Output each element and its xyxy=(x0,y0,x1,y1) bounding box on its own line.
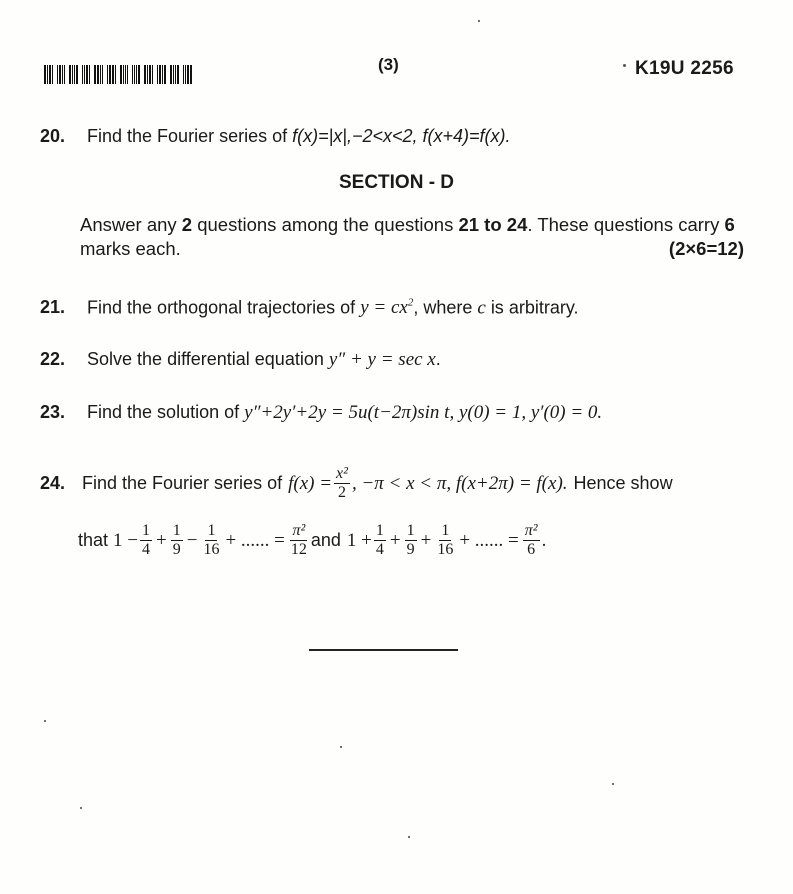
question-text: is arbitrary. xyxy=(490,297,579,318)
operator: + ...... = xyxy=(459,529,519,551)
question-text: Find the Fourier series of xyxy=(82,473,283,493)
question-math: y″ + y = sec x xyxy=(328,349,436,370)
barcode-group xyxy=(94,65,103,84)
question-math: y″+2y′+2y = 5u(t−2π)sin t, y(0) = 1, y′(0) = 0. xyxy=(244,402,603,423)
math-expr: y = cx xyxy=(360,297,408,319)
question-text: , where xyxy=(413,297,473,318)
page-number: (3) xyxy=(378,55,399,74)
fraction xyxy=(374,522,386,559)
question-number: 20. xyxy=(40,126,66,146)
paper-code xyxy=(635,58,734,80)
question-24-series xyxy=(78,522,546,559)
fraction-denominator: 16 xyxy=(437,541,454,558)
question-text: Solve the differential equation xyxy=(87,349,324,369)
fraction-numerator: x² xyxy=(336,465,348,482)
question-23 xyxy=(40,402,602,424)
series-1-result xyxy=(289,522,309,559)
barcode-group xyxy=(132,65,140,84)
operator: + ...... = xyxy=(225,529,285,551)
question-text: Find the orthogonal trajectories of xyxy=(87,297,356,318)
instruction-text: questions among the questions xyxy=(192,214,459,235)
question-number: 24. xyxy=(40,473,66,493)
fraction-denominator: 9 xyxy=(172,541,181,558)
fraction-denominator: 6 xyxy=(527,541,536,558)
question-math: f(x)=|x|,−2<x<2, f(x+4)=f(x). xyxy=(292,126,511,146)
barcode-group xyxy=(107,65,116,84)
barcode-group xyxy=(120,65,128,84)
fraction-numerator: 1 xyxy=(172,522,181,539)
fraction-numerator: 1 xyxy=(375,522,384,539)
question-text: Find the Fourier series of xyxy=(87,126,288,146)
question-number: 23. xyxy=(40,402,66,422)
series-1 xyxy=(138,522,287,559)
instruction-text: marks each. xyxy=(80,238,181,259)
math-exponent: 2 xyxy=(407,297,414,309)
fraction-x2-over-2 xyxy=(334,465,350,502)
period: . xyxy=(541,529,547,551)
question-text: that xyxy=(78,530,109,550)
fraction-numerator: π² xyxy=(292,522,306,539)
period: . xyxy=(435,349,441,369)
fraction xyxy=(140,522,152,559)
series-lead: 1 + xyxy=(346,529,372,551)
speck xyxy=(408,836,410,838)
question-24 xyxy=(40,465,673,502)
barcode-group xyxy=(157,65,166,84)
question-math xyxy=(360,297,413,318)
barcode-group xyxy=(44,65,53,84)
fraction-denominator: 9 xyxy=(406,541,415,558)
question-21 xyxy=(40,297,579,319)
fraction xyxy=(435,522,455,559)
speck xyxy=(478,20,480,22)
fraction-numerator: 1 xyxy=(406,522,415,539)
question-text: Hence show xyxy=(573,473,673,493)
fraction-numerator: π² xyxy=(524,522,538,539)
fraction xyxy=(405,522,417,559)
fraction-numerator: 1 xyxy=(142,522,150,539)
paper-code-text: K19U 2256 xyxy=(635,58,734,79)
fraction-numerator: 1 xyxy=(441,522,450,539)
math-var: c xyxy=(477,297,486,319)
series-2-result xyxy=(523,522,540,559)
barcode-group xyxy=(170,65,179,84)
barcode-group xyxy=(144,65,153,84)
fraction xyxy=(171,522,183,559)
marks-total: (2×6=12) xyxy=(668,238,744,259)
instruction-count: 2 xyxy=(181,214,193,235)
fraction xyxy=(201,522,221,559)
operator: − xyxy=(186,529,198,551)
instruction-text: . These questions carry xyxy=(527,214,725,235)
barcode-group xyxy=(82,65,90,84)
barcode-group xyxy=(57,65,65,84)
fraction-denominator: 16 xyxy=(203,541,220,558)
question-text: Find the solution of xyxy=(87,402,240,422)
end-rule xyxy=(309,649,458,651)
function-lhs: f(x) = xyxy=(288,472,333,494)
question-text: and xyxy=(310,530,341,550)
instruction-text: Answer any xyxy=(80,214,182,235)
series-2 xyxy=(372,522,521,559)
fraction-denominator: 2 xyxy=(337,484,346,501)
series-lead: 1 − xyxy=(113,529,138,551)
question-20 xyxy=(40,126,511,147)
speck xyxy=(612,783,614,785)
fraction-numerator: 1 xyxy=(207,522,216,539)
operator: + xyxy=(389,529,401,551)
fraction-denominator: 12 xyxy=(290,541,307,558)
barcode-group xyxy=(69,65,78,84)
speck xyxy=(80,807,82,809)
fraction-denominator: 4 xyxy=(142,541,150,558)
instruction-range: 21 to 24 xyxy=(458,214,528,235)
section-instruction xyxy=(80,213,744,261)
speck xyxy=(44,720,46,722)
question-number: 21. xyxy=(40,297,66,318)
barcode xyxy=(44,65,256,84)
section-title: SECTION - D xyxy=(338,172,455,193)
fraction-denominator: 4 xyxy=(375,541,384,558)
instruction-marks: 6 xyxy=(724,214,735,235)
question-math: , −π < x < π, f(x+2π) = f(x). xyxy=(351,472,568,494)
speck xyxy=(340,746,342,748)
speck xyxy=(623,64,626,67)
operator: + xyxy=(156,529,167,551)
question-number: 22. xyxy=(40,349,66,369)
operator: + xyxy=(420,529,432,551)
barcode-group xyxy=(183,65,192,84)
question-22 xyxy=(40,349,441,371)
